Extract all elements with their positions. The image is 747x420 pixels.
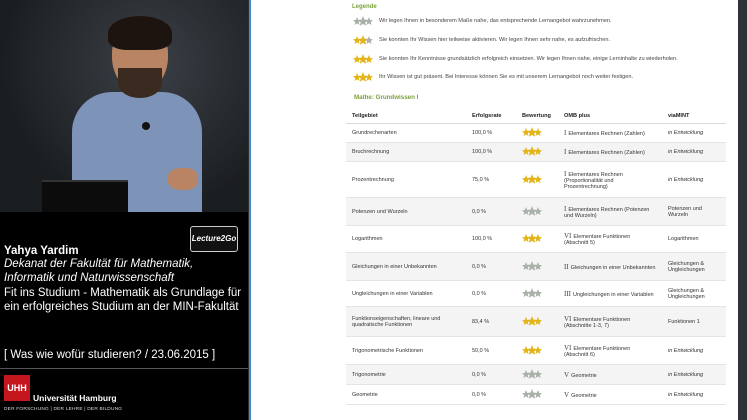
table-row	[346, 253, 726, 281]
cell-omb[interactable]	[558, 365, 662, 385]
cell-topic: Logarithmen	[346, 226, 466, 253]
talk-title: Fit ins Studium - Mathematik als Grundlage für ein erfolgreiches Studium an der MIN-Fakultät	[4, 287, 242, 313]
cell-via[interactable]: in Entwicklung	[662, 385, 726, 405]
legend-text: Ihr Wissen ist gut präsent. Bei Interesse können Sie es mit unserem Lernangebot noch weiter festigen.	[379, 74, 634, 80]
cell-rating	[516, 365, 558, 385]
legend-title: Legende	[352, 4, 377, 10]
legend-item	[353, 72, 733, 86]
cell-rate: 100,0 %	[466, 226, 516, 253]
cell-omb[interactable]	[558, 226, 662, 253]
table-row	[346, 281, 726, 307]
omb-chapter-number: II	[564, 262, 569, 271]
cell-omb[interactable]	[558, 162, 662, 198]
table-row	[346, 198, 726, 226]
cell-rate: 0,0 %	[466, 253, 516, 281]
header-topic: Teilgebiet	[346, 109, 466, 124]
cell-via[interactable]: in Entwicklung	[662, 162, 726, 198]
table-row	[346, 385, 726, 405]
stars-gold-partial-icon	[353, 35, 373, 47]
table-row	[346, 124, 726, 143]
series-date: [ Was wie wofür studieren? / 23.06.2015 ]	[4, 349, 216, 361]
omb-chapter-link[interactable]: Elementares Rechnen (Zahlen)	[568, 131, 645, 137]
cell-via[interactable]: in Entwicklung	[662, 365, 726, 385]
omb-chapter-number: I	[564, 204, 567, 213]
cell-rate: 0,0 %	[466, 281, 516, 307]
stars-grey-icon	[522, 389, 542, 401]
slide-area	[248, 0, 747, 420]
omb-chapter-number: VI	[564, 343, 572, 352]
cell-rating	[516, 337, 558, 365]
cell-rate: 0,0 %	[466, 385, 516, 405]
legend-item	[353, 54, 733, 68]
table-header-row	[346, 109, 726, 124]
cell-via[interactable]: Logarithmen	[662, 226, 726, 253]
legend-text: Wir legen Ihnen in besonderem Maße nahe, das entsprechende Lernangebot wahrzunehmen.	[379, 18, 612, 24]
cell-topic: Gleichungen in einer Unbekannten	[346, 253, 466, 281]
cell-topic: Trigonometrische Funktionen	[346, 337, 466, 365]
presenter-faculty: Dekanat der Fakultät für Mathematik, Informatik und Naturwissenschaft	[4, 258, 194, 284]
cell-rate: 100,0 %	[466, 143, 516, 162]
cell-omb[interactable]	[558, 385, 662, 405]
omb-chapter-number: VI	[564, 232, 572, 240]
cell-rating	[516, 124, 558, 143]
omb-chapter-number: III	[564, 289, 571, 298]
table-row	[346, 307, 726, 337]
stars-grey-icon	[522, 206, 542, 218]
cell-topic: Geometrie	[346, 385, 466, 405]
omb-chapter-number: I	[564, 148, 567, 156]
header-omb: OMB plus	[558, 109, 662, 124]
cell-omb[interactable]	[558, 124, 662, 143]
laptop	[42, 180, 128, 212]
omb-chapter-number: VI	[564, 314, 572, 323]
results-table	[346, 109, 726, 405]
university-tagline: DER FORSCHUNG | DER LEHRE | DER BILDUNG	[4, 407, 123, 412]
cell-rate: 50,0 %	[466, 337, 516, 365]
stars-gold-icon	[522, 127, 542, 139]
legend-item	[353, 35, 733, 49]
cell-via[interactable]: Gleichungen & Ungleichungen	[662, 281, 726, 307]
cell-topic: Potenzen und Wurzeln	[346, 198, 466, 226]
uhh-logo: UHH	[4, 375, 30, 401]
omb-chapter-number: I	[564, 129, 567, 137]
stars-gold-most-icon	[353, 54, 373, 66]
omb-chapter-link[interactable]: Ungleichungen in einer Variablen	[573, 291, 654, 298]
table-row	[346, 365, 726, 385]
omb-chapter-link[interactable]: Gleichungen in einer Unbekannten	[570, 264, 656, 271]
table-row	[346, 143, 726, 162]
header-rate: Erfolgsrate	[466, 109, 516, 124]
cell-omb[interactable]	[558, 307, 662, 337]
stars-grey-icon	[522, 369, 542, 381]
stars-grey-icon	[522, 261, 542, 273]
cell-rating	[516, 385, 558, 405]
stars-gold-icon	[522, 233, 542, 245]
omb-chapter-link[interactable]: Geometrie	[571, 392, 597, 399]
stars-gold-icon	[522, 316, 542, 328]
header-rating: Bewertung	[516, 109, 558, 124]
cell-rate: 100,0 %	[466, 124, 516, 143]
speaker-hand	[168, 168, 198, 190]
cell-topic: Trigonometrie	[346, 365, 466, 385]
stars-gold-icon	[522, 174, 542, 186]
speaker-beard	[118, 68, 162, 98]
cell-via[interactable]: in Entwicklung	[662, 143, 726, 162]
table-body	[346, 124, 726, 405]
header-via: viaMINT	[662, 109, 726, 124]
legend-text: Sie konnten Ihr Kenntnisse grundsätzlich erfolgreich einsetzen. Wir legen Ihnen nahe, einige Lerninhalte zu wiederholen.	[379, 56, 678, 62]
cell-topic: Prozentrechnung	[346, 162, 466, 198]
cell-topic: Funktionseigenschaften, lineare und quadratische Funktionen	[346, 307, 466, 337]
cell-rating	[516, 143, 558, 162]
cell-omb[interactable]	[558, 143, 662, 162]
cell-rating	[516, 253, 558, 281]
cell-rating	[516, 198, 558, 226]
stars-gold-icon	[522, 146, 542, 158]
cell-omb[interactable]	[558, 281, 662, 307]
cell-omb[interactable]	[558, 253, 662, 281]
legend-text: Sie konnten Ihr Wissen hier teilweise aktivieren. Wir legen Ihnen sehr nahe, es aufzufrischen.	[379, 37, 611, 43]
cell-topic: Ungleichungen in einer Variablen	[346, 281, 466, 307]
speaker-video[interactable]	[0, 0, 248, 212]
section-title: Mathe: Grundwissen I	[354, 94, 419, 101]
cell-rating	[516, 281, 558, 307]
cell-via[interactable]: Gleichungen & Ungleichungen	[662, 253, 726, 281]
cell-topic: Grundrechenarten	[346, 124, 466, 143]
legend-item	[353, 16, 733, 30]
cell-omb[interactable]	[558, 337, 662, 365]
cell-via[interactable]: Potenzen und Wurzeln	[662, 198, 726, 226]
table-row	[346, 337, 726, 365]
cell-omb[interactable]	[558, 198, 662, 226]
stars-gold-full-icon	[353, 72, 373, 84]
lapel-mic	[142, 122, 150, 130]
omb-chapter-link[interactable]: Elementares Rechnen (Proportionalität und Prozentrechnung)	[564, 171, 623, 190]
cell-rating	[516, 162, 558, 198]
divider	[0, 368, 248, 369]
stars-grey-icon	[522, 288, 542, 300]
omb-chapter-number: V	[564, 370, 570, 379]
cell-topic: Bruchrechnung	[346, 143, 466, 162]
cell-via[interactable]: in Entwicklung	[662, 124, 726, 143]
cell-rating	[516, 226, 558, 253]
stars-gold-icon	[522, 345, 542, 357]
omb-chapter-link[interactable]: Elementares Rechnen (Potenzen und Wurzeln)	[564, 206, 650, 219]
cell-rating	[516, 307, 558, 337]
omb-chapter-number: I	[564, 169, 567, 178]
cell-via[interactable]: in Entwicklung	[662, 337, 726, 365]
cell-rate: 0,0 %	[466, 198, 516, 226]
omb-chapter-link[interactable]: Elementare Funktionen (Abschnitte 1-3, 7)	[564, 316, 631, 329]
omb-chapter-link[interactable]: Elementare Funktionen (Abschnitt 5)	[564, 234, 631, 246]
omb-chapter-number: V	[564, 390, 570, 399]
lecture2go-logo: Lecture2Go	[190, 226, 238, 252]
omb-chapter-link[interactable]: Elementares Rechnen (Zahlen)	[568, 150, 645, 156]
cell-rate: 0,0 %	[466, 365, 516, 385]
cell-rate: 83,4 %	[466, 307, 516, 337]
omb-chapter-link[interactable]: Elementare Funktionen (Abschnitt 6)	[564, 345, 631, 358]
speaker-hair	[108, 16, 172, 50]
university-name: Universität Hamburg	[33, 393, 117, 403]
cell-rate: 75,0 %	[466, 162, 516, 198]
slide-page	[249, 0, 738, 420]
presenter-name: Yahya Yardim	[4, 245, 79, 257]
stars-grey-icon	[353, 16, 373, 28]
omb-chapter-link[interactable]: Geometrie	[571, 372, 597, 379]
table-row	[346, 162, 726, 198]
table-row	[346, 226, 726, 253]
cell-via[interactable]: Funktionen 1	[662, 307, 726, 337]
